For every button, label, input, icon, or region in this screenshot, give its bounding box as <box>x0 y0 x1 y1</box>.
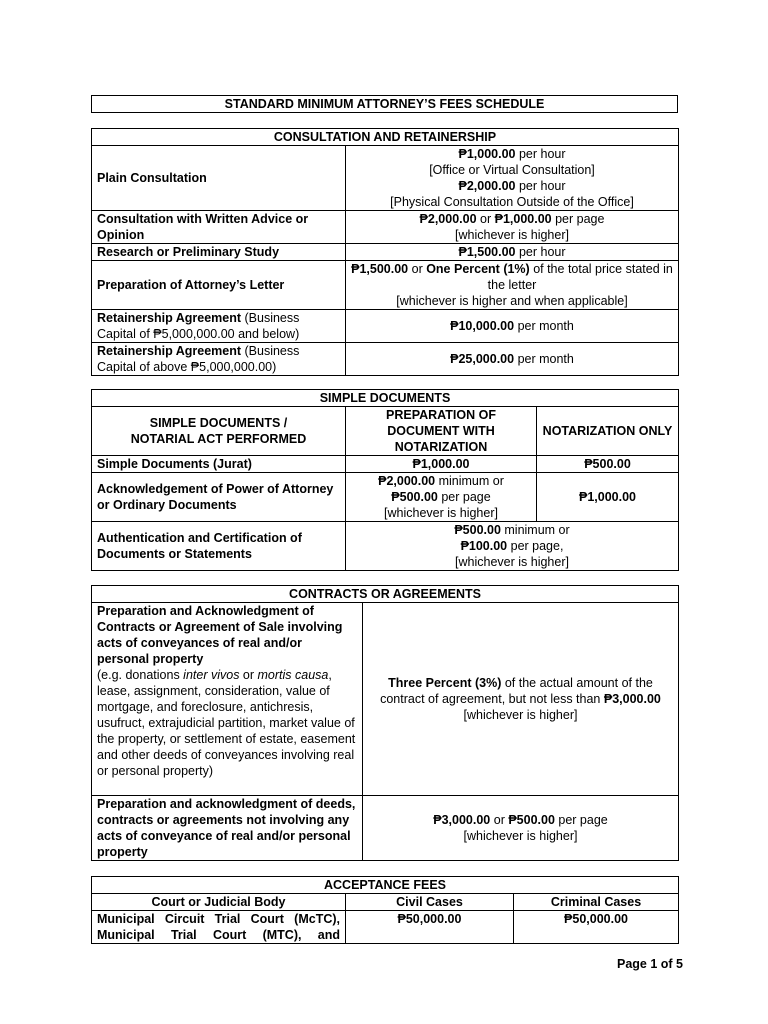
service-cell: Acknowledgement of Power of Attorney or Ordinary Documents <box>92 473 346 522</box>
document-title: STANDARD MINIMUM ATTORNEY’S FEES SCHEDULE <box>92 96 678 113</box>
court-cell: Municipal Circuit Trial Court (McTC), Municipal Trial Court (MTC), and <box>92 911 346 944</box>
table-header-row <box>92 407 679 456</box>
title-table <box>91 95 678 113</box>
table-row <box>92 310 679 343</box>
fee-cell: ₱1,000.00 <box>537 473 679 522</box>
fee-cell: ₱3,000.00 or ₱500.00 per page [whichever is higher] <box>363 796 679 861</box>
contracts-header: CONTRACTS OR AGREEMENTS <box>92 586 679 603</box>
table-row <box>92 261 679 310</box>
service-cell: Research or Preliminary Study <box>92 244 346 261</box>
simple-documents-header: SIMPLE DOCUMENTS <box>92 390 679 407</box>
column-header: Court or Judicial Body <box>92 894 346 911</box>
column-header: PREPARATION OF DOCUMENT WITH NOTARIZATION <box>346 407 537 456</box>
service-cell: Consultation with Written Advice or Opinion <box>92 211 346 244</box>
acceptance-fees-table <box>91 876 679 944</box>
table-row <box>92 146 679 211</box>
column-header: Civil Cases <box>346 894 514 911</box>
table-row <box>92 211 679 244</box>
fee-cell: ₱10,000.00 per month <box>346 310 679 343</box>
column-header: SIMPLE DOCUMENTS / NOTARIAL ACT PERFORMED <box>92 407 346 456</box>
fee-cell: Three Percent (3%) of the actual amount of the contract of agreement, but not less than ₱3,000.00 [whichever is higher] <box>363 603 679 796</box>
column-header: Criminal Cases <box>514 894 679 911</box>
service-cell: Simple Documents (Jurat) <box>92 456 346 473</box>
page-number: Page 1 of 5 <box>617 957 683 971</box>
consultation-header: CONSULTATION AND RETAINERSHIP <box>92 129 679 146</box>
table-row <box>92 522 679 571</box>
service-cell: Preparation of Attorney’s Letter <box>92 261 346 310</box>
service-cell: Retainership Agreement (Business Capital of above ₱5,000,000.00) <box>92 343 346 376</box>
fee-cell: ₱25,000.00 per month <box>346 343 679 376</box>
fee-cell: ₱1,000.00 <box>346 456 537 473</box>
service-cell: Preparation and acknowledgment of deeds, contracts or agreements not involving any acts of conveyance of real and/or personal property <box>92 796 363 861</box>
column-header: NOTARIZATION ONLY <box>537 407 679 456</box>
fee-cell: ₱1,500.00 or One Percent (1%) of the total price stated in the letter [whichever is higher and when applicable] <box>346 261 679 310</box>
contracts-table <box>91 585 679 861</box>
table-row <box>92 603 679 796</box>
service-cell: Preparation and Acknowledgment of Contracts or Agreement of Sale involving acts of conveyances of real and/or personal property (e.g. donations inter vivos or mortis causa, lease, assignment, consideration, value of mortgage, and foreclosure, antichresis, usufruct, extrajudicial partition, market value of the property, or settlement of estate, easement and other deeds of conveyances involving real or personal property) <box>92 603 363 796</box>
acceptance-header: ACCEPTANCE FEES <box>92 877 679 894</box>
table-row <box>92 244 679 261</box>
service-cell: Plain Consultation <box>92 146 346 211</box>
fee-cell: ₱2,000.00 or ₱1,000.00 per page [whichever is higher] <box>346 211 679 244</box>
table-row <box>92 473 679 522</box>
table-row <box>92 456 679 473</box>
fee-cell: ₱50,000.00 <box>514 911 679 944</box>
fee-cell: ₱500.00 minimum or ₱100.00 per page, [whichever is higher] <box>346 522 679 571</box>
table-row <box>92 343 679 376</box>
consultation-table <box>91 128 679 376</box>
fee-cell: ₱500.00 <box>537 456 679 473</box>
fee-cell: ₱1,500.00 per hour <box>346 244 679 261</box>
service-cell: Authentication and Certification of Documents or Statements <box>92 522 346 571</box>
table-header-row <box>92 894 679 911</box>
fee-cell: ₱2,000.00 minimum or ₱500.00 per page [whichever is higher] <box>346 473 537 522</box>
fee-cell: ₱1,000.00 per hour [Office or Virtual Consultation] ₱2,000.00 per hour [Physical Consultation Outside of the Office] <box>346 146 679 211</box>
fee-cell: ₱50,000.00 <box>346 911 514 944</box>
service-cell: Retainership Agreement (Business Capital of ₱5,000,000.00 and below) <box>92 310 346 343</box>
simple-documents-table <box>91 389 679 571</box>
table-row <box>92 796 679 861</box>
table-row <box>92 911 679 944</box>
